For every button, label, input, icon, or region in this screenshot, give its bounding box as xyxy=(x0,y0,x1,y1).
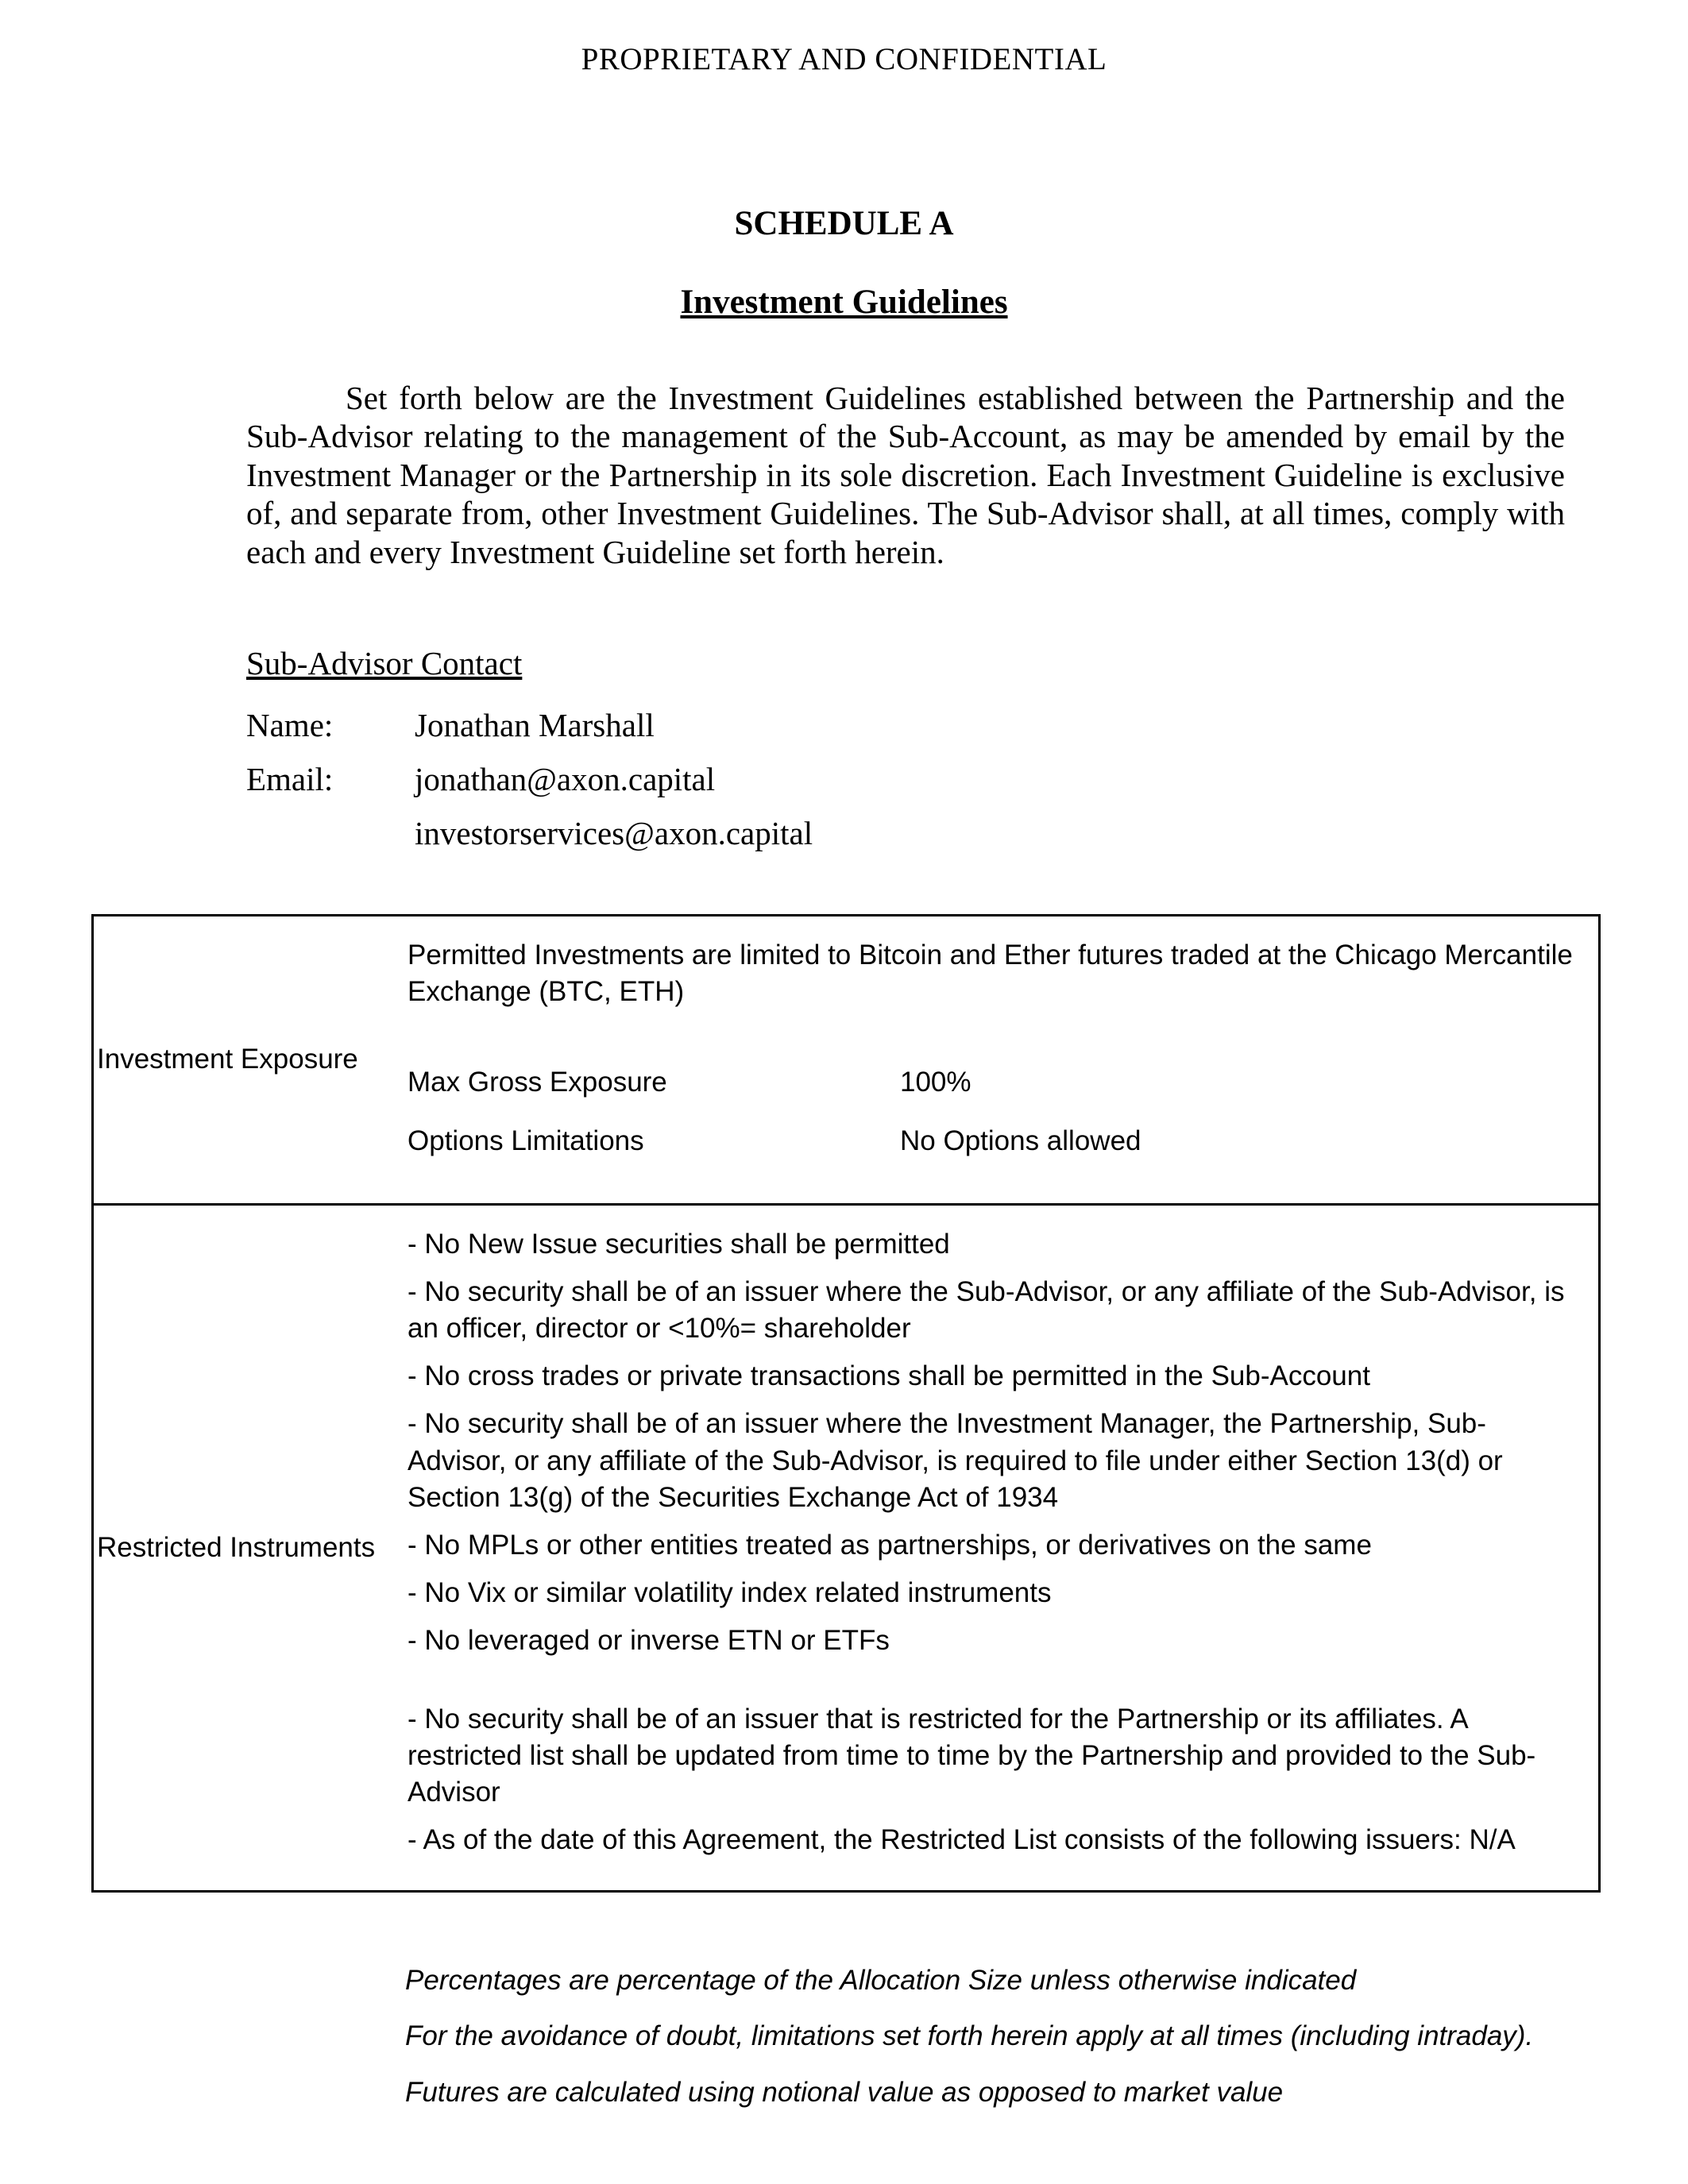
restricted-instruments-content xyxy=(408,1206,1598,1891)
confidentiality-header: PROPRIETARY AND CONFIDENTIAL xyxy=(581,42,1107,76)
row-label-restricted-instruments: Restricted Instruments xyxy=(97,1531,376,1563)
restricted-item: - No leveraged or inverse ETN or ETFs xyxy=(408,1625,890,1657)
contact-heading: Sub-Advisor Contact xyxy=(246,644,523,681)
restricted-item: - No New Issue securities shall be permitted xyxy=(408,1228,950,1260)
contact-name-value: Jonathan Marshall xyxy=(415,706,655,743)
table-row-investment-exposure xyxy=(94,916,1598,1206)
intro-paragraph: Set forth below are the Investment Guidelines established between the Partnership and the Sub-Advisor relating to the management of the Sub-Account, as may be amended by email by the Investment Manager or the Partnership in its sole discretion. Each Investment Guideline is exclusive of, and separate from, other Investment Guidelines. The Sub-Advisor shall, at all times, comply with each and every Investment Guideline set forth herein. xyxy=(246,380,1565,570)
contact-name-label: Name: xyxy=(246,706,334,743)
max-gross-exposure-value: 100% xyxy=(900,1067,971,1098)
max-gross-exposure-key: Max Gross Exposure xyxy=(408,1067,667,1098)
contact-row-email xyxy=(246,760,1565,798)
restricted-item: - No cross trades or private transactions shall be permitted in the Sub-Account xyxy=(408,1360,1370,1392)
restricted-item: - No security shall be of an issuer that is restricted for the Partnership or its affiliates. A restricted list shall be updated from time to time by the Partnership and provided to the Sub- Advisor xyxy=(408,1703,1536,1808)
restricted-item: - As of the date of this Agreement, the Restricted List consists of the following issuers: N/A xyxy=(408,1824,1516,1856)
options-limitations-key: Options Limitations xyxy=(408,1125,644,1157)
guidelines-table xyxy=(91,914,1601,1893)
contact-row-name xyxy=(246,706,1565,744)
footnote-futures-notional: Futures are calculated using notional value as opposed to market value xyxy=(405,2076,1284,2108)
max-gross-exposure-row xyxy=(408,1064,1574,1101)
footnote-percentages: Percentages are percentage of the Allocation Size unless otherwise indicated xyxy=(405,1965,1357,1997)
contact-email-label: Email: xyxy=(246,760,334,797)
restricted-item: - No security shall be of an issuer where the Sub-Advisor, or any affiliate of the Sub-Advisor, is an officer, director or <10%= shareholder xyxy=(408,1275,1565,1344)
contact-section xyxy=(246,644,1565,852)
footnotes-section xyxy=(405,1962,1601,2111)
contact-email-value: jonathan@axon.capital xyxy=(415,760,716,797)
page-subtitle: Investment Guidelines xyxy=(680,284,1008,321)
restricted-item: - No Vix or similar volatility index related instruments xyxy=(408,1577,1052,1609)
investment-exposure-content xyxy=(408,916,1598,1203)
options-limitations-row xyxy=(408,1123,1574,1160)
permitted-investments-text: Permitted Investments are limited to Bitcoin and Ether futures traded at the Chicago Mercantile Exchange (BTC, ETH) xyxy=(408,939,1573,1008)
row-label-investment-exposure: Investment Exposure xyxy=(97,1044,358,1075)
page-title: SCHEDULE A xyxy=(734,205,954,242)
contact-email-2-label xyxy=(246,814,415,852)
contact-row-email-2 xyxy=(246,814,1565,852)
restricted-item: - No security shall be of an issuer where the Investment Manager, the Partnership, Sub-Advisor, or any affiliate of the Sub-Advisor, is required to file under either Section 13(d) or Section 13(g) of the Securities Exchange Act of 1934 xyxy=(408,1408,1503,1513)
table-row-restricted-instruments xyxy=(94,1206,1598,1891)
footnote-avoidance-of-doubt: For the avoidance of doubt, limitations set forth herein apply at all times (including intraday). xyxy=(405,2020,1534,2052)
contact-email-2-value: investorservices@axon.capital xyxy=(415,814,813,851)
options-limitations-value: No Options allowed xyxy=(900,1125,1141,1157)
restricted-item: - No MPLs or other entities treated as partnerships, or derivatives on the same xyxy=(408,1529,1372,1561)
